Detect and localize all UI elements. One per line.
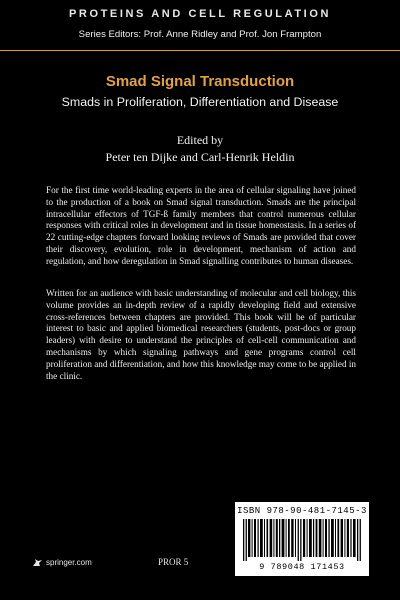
barcode-digits: 9 789048 171453 [259, 562, 345, 572]
series-header [0, 0, 400, 51]
publisher-url: springer.com [46, 558, 92, 567]
springer-horse-icon [32, 558, 43, 567]
edited-by-label: Edited by [176, 133, 224, 147]
springer-link[interactable] [32, 558, 92, 567]
product-code: PROR 5 [158, 557, 189, 567]
series-editors: Series Editors: Prof. Anne Ridley and Prof. Jon Frampton [78, 29, 322, 40]
book-title: Smad Signal Transduction [105, 73, 295, 90]
description-paragraph-2: Written for an audience with basic understanding of molecular and cell biology, this volume provides an in-depth review of a rapidly developing field and extensive cross-references between chapters are provided. This book will be of particular interest to basic and applied biomedical researchers (students, post-docs or group leaders) with desire to understand the principles of cell-cell communication and mechanisms by which signaling pathways and gene programs control cell proliferation and differentiation, and how this knowledge may come to be applied in the clinic. [46, 288, 356, 381]
barcode-box [235, 502, 369, 576]
barcode-graphic [243, 519, 361, 561]
book-subtitle: Smads in Proliferation, Differentiation and Disease [61, 95, 339, 109]
book-editors: Peter ten Dijke and Carl-Henrik Heldin [105, 150, 295, 164]
series-title: PROTEINS AND CELL REGULATION [68, 8, 332, 20]
isbn-label: ISBN 978-90-481-7145-3 [237, 506, 367, 516]
description-paragraph-1: For the first time world-leading experts in the area of cellular signaling have joined to the production of a book on Smad signal transduction. Smads are the principal intracellular effectors of TGF-ß family members that control numerous cellular responses with critical roles in development and in tissue homeostasis. In a series of 22 cutting-edge chapters forward looking reviews of Smads are provided that cover their discovery, evolution, role in development, mechanism of action and regulation, and how deregulation in Smad signalling contributes to human diseases. [46, 185, 356, 266]
